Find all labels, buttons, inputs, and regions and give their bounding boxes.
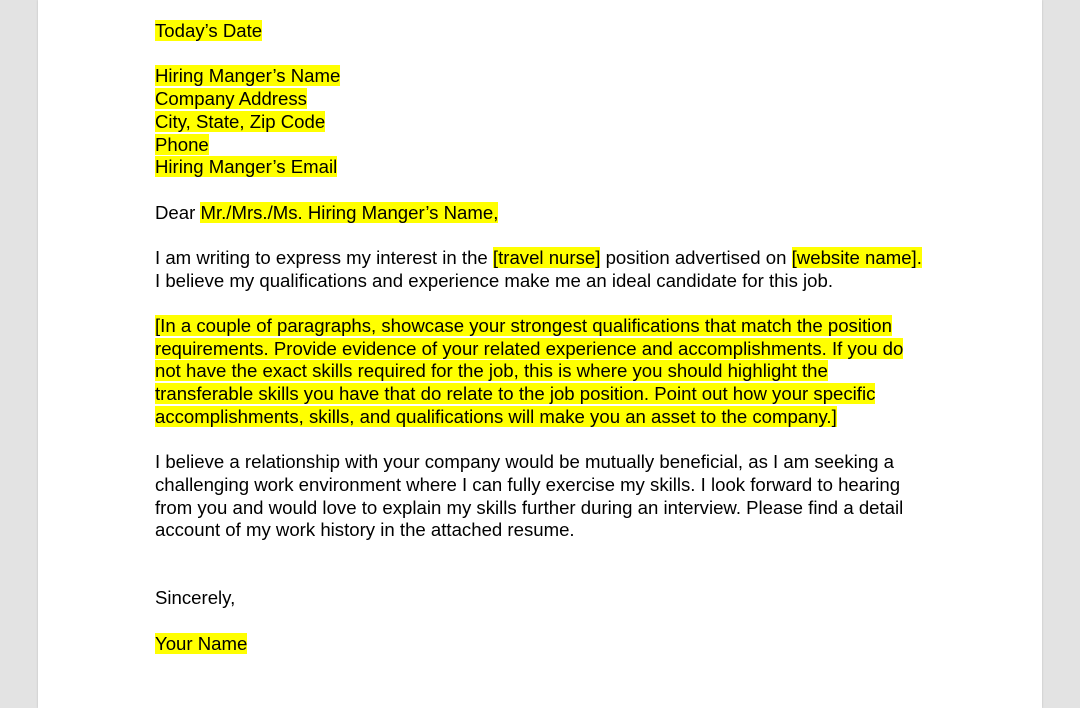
body-placeholder: [In a couple of paragraphs, showcase your strongest qualifications that match the position requirements. Provide evidence of your related experience and accomplishments. If you do not have the exact skills required for the job, this is where you should highlight the transferable skills you have that do relate to the job position. Point out how your specific accomplishments, skills, and qualifications will make you an asset to the company.] xyxy=(155,315,904,427)
blank-lines xyxy=(155,542,930,587)
closing-paragraph: I believe a relationship with your company would be mutually beneficial, as I am seeking a challenging work environment where I can fully exercise my skills. I look forward to hearing from you and would love to explain my skills further during an interview. Please find a detail account of my work history in the attached resume. xyxy=(155,451,904,541)
blank-line xyxy=(155,224,930,247)
salutation-name-placeholder: Mr./Mrs./Ms. Hiring Manger’s Name, xyxy=(200,201,499,223)
recipient-name-placeholder: Hiring Manger’s Name xyxy=(155,65,341,87)
blank-line xyxy=(155,179,930,202)
email-line xyxy=(155,156,930,179)
email-placeholder: Hiring Manger’s Email xyxy=(155,156,338,178)
date-placeholder: Today’s Date xyxy=(155,20,263,41)
recipient-name-line xyxy=(155,65,930,88)
company-address-line xyxy=(155,88,930,111)
document-page xyxy=(38,0,1042,708)
salutation-prefix: Dear xyxy=(155,201,201,223)
salutation xyxy=(155,202,930,225)
intro-paragraph xyxy=(155,247,930,292)
sign-off: Sincerely, xyxy=(155,587,236,609)
date-line xyxy=(155,20,930,43)
city-state-zip-line xyxy=(155,111,930,134)
position-placeholder: [travel nurse] xyxy=(492,246,601,268)
signature-placeholder: Your Name xyxy=(155,632,248,654)
blank-line xyxy=(155,43,930,66)
intro-text-1: I am writing to express my interest in the xyxy=(155,246,493,268)
phone-line xyxy=(155,134,930,157)
phone-placeholder: Phone xyxy=(155,133,209,155)
city-state-zip-placeholder: City, State, Zip Code xyxy=(155,110,326,132)
blank-line xyxy=(155,292,930,315)
body-placeholder-paragraph xyxy=(155,315,930,429)
blank-line xyxy=(155,429,930,452)
company-address-placeholder: Company Address xyxy=(155,88,307,110)
intro-text-2: position advertised on xyxy=(600,246,792,268)
signature-line xyxy=(155,633,930,656)
intro-text-3: I believe my qualifications and experience make me an ideal candidate for this job. xyxy=(155,269,834,291)
website-placeholder: [website name]. xyxy=(791,246,922,268)
blank-line xyxy=(155,610,930,633)
letter-body[interactable] xyxy=(155,20,930,656)
